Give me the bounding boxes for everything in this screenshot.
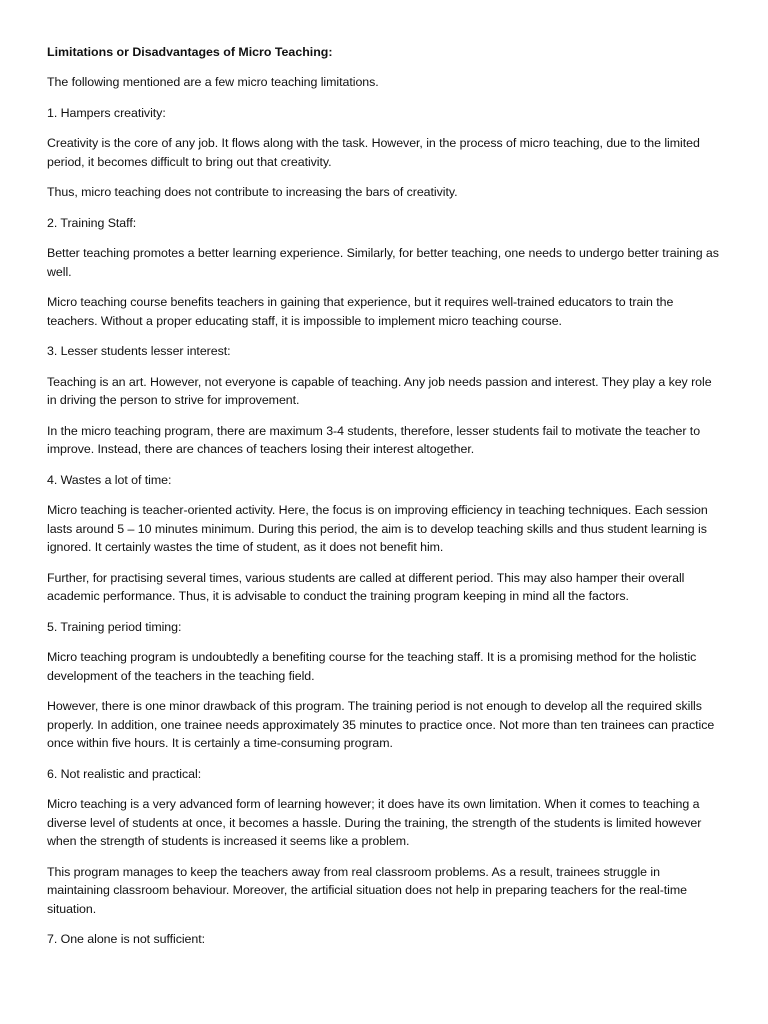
section-4-paragraph-1: Micro teaching is teacher-oriented activity. Here, the focus is on improving efficiency in teaching techniques. Each session lasts around 5 – 10 minutes minimum. During this period, the aim is to develop teaching skills and thus student learning is ignored. It certainly wastes the time of student, as it does not benefit him. [47, 503, 708, 554]
section-heading-6: 6. Not realistic and practical: [47, 766, 202, 781]
section-3-paragraph-2: In the micro teaching program, there are maximum 3-4 students, therefore, lesser students fail to motivate the teacher to improve. Instead, there are chances of teachers losing their interest altogether. [47, 423, 701, 456]
section-heading-3: 3. Lesser students lesser interest: [47, 344, 231, 358]
section-heading-4: 4. Wastes a lot of time: [47, 472, 172, 487]
section-1-paragraph-1: Creativity is the core of any job. It flows along with the task. However, in the process of micro teaching, due to the limited period, it becomes difficult to bring out that creativity. [47, 136, 700, 169]
section-3-paragraph-1: Teaching is an art. However, not everyone is capable of teaching. Any job needs passion and interest. They play a key role in driving the person to strive for improvement. [47, 374, 712, 407]
document-page [47, 43, 723, 961]
section-5-paragraph-2: However, there is one minor drawback of this program. The training period is not enough to develop all the required skills properly. In addition, one trainee needs approximately 35 minutes to practice once. Not more than ten trainees can practice once within five hours. It is certainly a time-consuming program. [47, 699, 715, 750]
section-2-paragraph-1: Better teaching promotes a better learning experience. Similarly, for better teaching, one needs to undergo better training as well. [47, 246, 719, 279]
section-heading-1: 1. Hampers creativity: [47, 105, 166, 120]
section-4-paragraph-2: Further, for practising several times, various students are called at different period. This may also hamper their overall academic performance. Thus, it is advisable to conduct the training program keeping in mind all the factors. [47, 570, 685, 603]
section-5-paragraph-1: Micro teaching program is undoubtedly a benefiting course for the teaching staff. It is a promising method for the holistic development of the teachers in the teaching field. [47, 650, 697, 683]
section-heading-7: 7. One alone is not sufficient: [47, 932, 206, 946]
section-heading-2: 2. Training Staff: [47, 215, 137, 230]
document-title: Limitations or Disadvantages of Micro Teaching: [47, 45, 333, 59]
intro-paragraph: The following mentioned are a few micro teaching limitations. [47, 75, 379, 89]
section-2-paragraph-2: Micro teaching course benefits teachers in gaining that experience, but it requires well-trained educators to train the teachers. Without a proper educating staff, it is impossible to implement micro teaching course. [47, 295, 674, 328]
section-6-paragraph-1: Micro teaching is a very advanced form of learning however; it does have its own limitation. When it comes to teaching a diverse level of students at once, it becomes a hassle. During the training, the strength of the students is limited however when the strength of students is increased it seems like a problem. [47, 797, 702, 848]
section-1-paragraph-2: Thus, micro teaching does not contribute to increasing the bars of creativity. [47, 185, 458, 199]
section-heading-5: 5. Training period timing: [47, 619, 182, 634]
section-6-paragraph-2: This program manages to keep the teachers away from real classroom problems. As a result, trainees struggle in maintaining classroom behaviour. Moreover, the artificial situation does not help in preparing teachers for the real-time situation. [47, 864, 687, 916]
